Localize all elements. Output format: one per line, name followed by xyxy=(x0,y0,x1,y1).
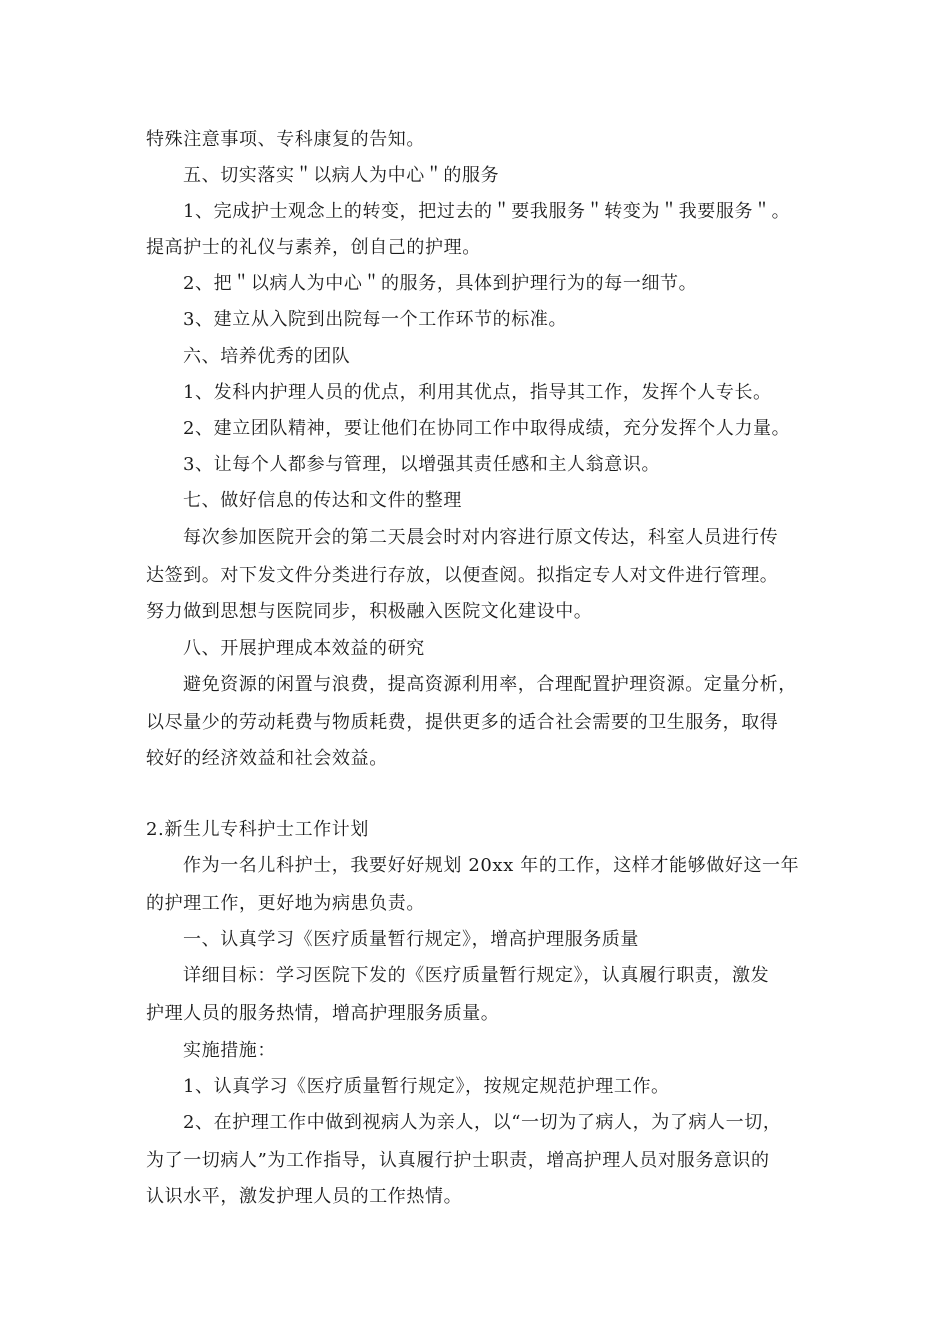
list-item: 1、发科内护理人员的优点，利用其优点，指导其工作，发挥个人专长。 xyxy=(183,382,772,403)
section-heading: 五、切实落实＂以病人为中心＂的服务 xyxy=(183,165,500,186)
paragraph-line: 作为一名儿科护士，我要好好规划 20xx 年的工作，这样才能够做好这一年 xyxy=(183,855,800,876)
paragraph-line: 达签到。对下发文件分类进行存放，以便查阅。拟指定专人对文件进行管理。 xyxy=(146,565,779,586)
list-item: 3、建立从入院到出院每一个工作环节的标准。 xyxy=(183,309,568,330)
document-title: 2.新生儿专科护士工作计划 xyxy=(146,819,369,840)
paragraph-line: 较好的经济效益和社会效益。 xyxy=(146,748,388,769)
section-heading: 八、开展护理成本效益的研究 xyxy=(183,638,425,659)
paragraph-line: 避免资源的闲置与浪费，提高资源利用率，合理配置护理资源。定量分析， xyxy=(183,674,797,695)
paragraph-line: 详细目标：学习医院下发的《医疗质量暂行规定》，认真履行职责，激发 xyxy=(183,965,770,986)
paragraph-line: 为了一切病人”为工作指导，认真履行护士职责，增高护理人员对服务意识的 xyxy=(146,1150,770,1171)
section-heading: 七、做好信息的传达和文件的整理 xyxy=(183,490,462,511)
text-line: 提高护士的礼仪与素养，创自己的护理。 xyxy=(146,237,481,258)
list-item: 2、建立团队精神，要让他们在协同工作中取得成绩，充分发挥个人力量。 xyxy=(183,418,791,439)
text-line: 特殊注意事项、专科康复的告知。 xyxy=(146,129,425,150)
list-item: 1、完成护士观念上的转变，把过去的＂要我服务＂转变为＂我要服务＂。 xyxy=(183,201,791,222)
section-heading: 六、培养优秀的团队 xyxy=(183,346,351,367)
paragraph-line: 护理人员的服务热情，增高护理服务质量。 xyxy=(146,1003,500,1024)
list-item: 2、在护理工作中做到视病人为亲人，以“一切为了病人，为了病人一切， xyxy=(183,1112,782,1133)
list-item: 2、把＂以病人为中心＂的服务，具体到护理行为的每一细节。 xyxy=(183,273,698,294)
paragraph-line: 认识水平，激发护理人员的工作热情。 xyxy=(146,1186,463,1207)
list-item: 3、让每个人都参与管理，以增强其责任感和主人翁意识。 xyxy=(183,454,661,475)
section-heading: 一、认真学习《医疗质量暂行规定》，增高护理服务质量 xyxy=(183,929,639,950)
paragraph-line: 的护理工作，更好地为病患负责。 xyxy=(146,893,425,914)
paragraph-line: 以尽量少的劳动耗费与物质耗费，提供更多的适合社会需要的卫生服务，取得 xyxy=(146,712,779,733)
subheading: 实施措施： xyxy=(183,1040,276,1061)
list-item: 1、认真学习《医疗质量暂行规定》，按规定规范护理工作。 xyxy=(183,1076,670,1097)
paragraph-line: 每次参加医院开会的第二天晨会时对内容进行原文传达，科室人员进行传 xyxy=(183,527,779,548)
paragraph-line: 努力做到思想与医院同步，积极融入医院文化建设中。 xyxy=(146,601,593,622)
